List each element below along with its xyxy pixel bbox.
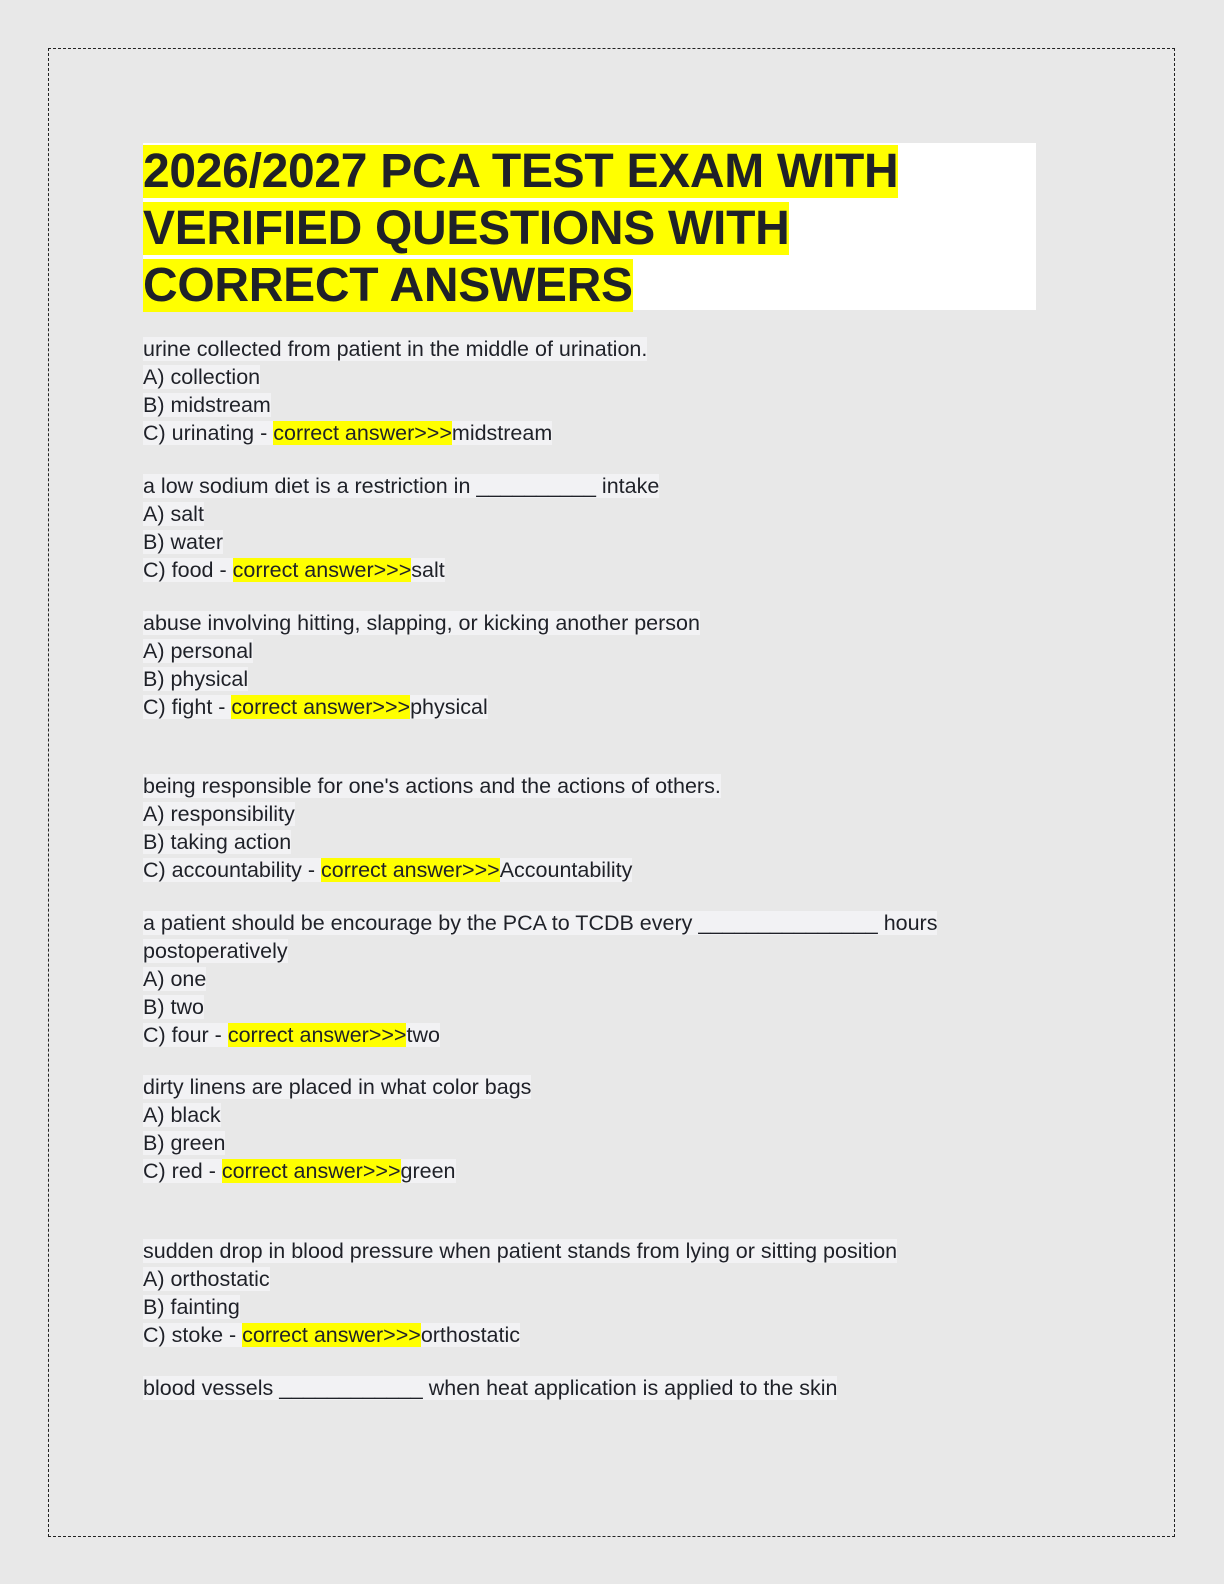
question-text: dirty linens are placed in what color bags	[143, 1075, 532, 1099]
question-block	[143, 609, 1043, 721]
title-block	[143, 143, 1036, 310]
option-a: A) black	[143, 1103, 221, 1127]
title-line-3: CORRECT ANSWERS	[143, 259, 633, 312]
option-c: C) fight -	[143, 695, 232, 719]
option-b: B) fainting	[143, 1295, 240, 1319]
option-b: B) water	[143, 530, 224, 554]
option-c: C) four -	[143, 1023, 228, 1047]
option-a: A) collection	[143, 365, 261, 389]
question-block	[143, 1237, 1043, 1349]
question-text: urine collected from patient in the middle of urination.	[143, 337, 648, 361]
question-text: sudden drop in blood pressure when patient stands from lying or sitting position	[143, 1239, 898, 1263]
correct-answer: physical	[410, 695, 488, 719]
question-text: being responsible for one's actions and the actions of others.	[143, 774, 721, 798]
correct-answer-marker: correct answer>>>	[273, 421, 452, 445]
question-text: a patient should be encourage by the PCA to TCDB every _______________ hours	[143, 911, 938, 935]
correct-answer: orthostatic	[420, 1323, 520, 1347]
option-a: A) one	[143, 967, 207, 991]
option-a: A) responsibility	[143, 802, 295, 826]
option-b: B) two	[143, 995, 204, 1019]
option-c: C) stoke -	[143, 1323, 243, 1347]
correct-answer: Accountability	[499, 858, 633, 882]
title-line-1: 2026/2027 PCA TEST EXAM WITH	[143, 145, 899, 198]
option-b: B) physical	[143, 667, 249, 691]
correct-answer-marker: correct answer>>>	[227, 1023, 407, 1047]
correct-answer: salt	[411, 558, 445, 582]
correct-answer: two	[406, 1023, 440, 1047]
option-a: A) salt	[143, 502, 204, 526]
option-c: C) food -	[143, 558, 233, 582]
correct-answer-marker: correct answer>>>	[221, 1159, 401, 1183]
option-c: C) red -	[143, 1159, 222, 1183]
question-text: a low sodium diet is a restriction in __________ intake	[143, 474, 660, 498]
question-block	[143, 335, 1043, 447]
option-b: B) taking action	[143, 830, 292, 854]
question-block	[143, 1073, 1043, 1185]
option-c: C) accountability -	[143, 858, 322, 882]
correct-answer-marker: correct answer>>>	[321, 858, 500, 882]
option-a: A) orthostatic	[143, 1267, 270, 1291]
option-c: C) urinating -	[143, 421, 274, 445]
correct-answer-marker: correct answer>>>	[242, 1323, 421, 1347]
title-line-2: VERIFIED QUESTIONS WITH	[143, 202, 790, 255]
question-text: blood vessels ____________ when heat application is applied to the skin	[143, 1376, 838, 1400]
option-b: B) midstream	[143, 393, 271, 417]
option-a: A) personal	[143, 639, 253, 663]
document-title	[143, 143, 1036, 314]
correct-answer: green	[400, 1159, 456, 1183]
option-b: B) green	[143, 1131, 226, 1155]
correct-answer-marker: correct answer>>>	[232, 558, 412, 582]
correct-answer-marker: correct answer>>>	[231, 695, 411, 719]
question-block	[143, 772, 1043, 884]
question-block	[143, 1374, 1043, 1402]
question-block	[143, 472, 1043, 584]
question-text: abuse involving hitting, slapping, or kicking another person	[143, 611, 700, 635]
question-block	[143, 909, 1043, 1049]
correct-answer: midstream	[451, 421, 553, 445]
question-text-continued: postoperatively	[143, 939, 288, 963]
